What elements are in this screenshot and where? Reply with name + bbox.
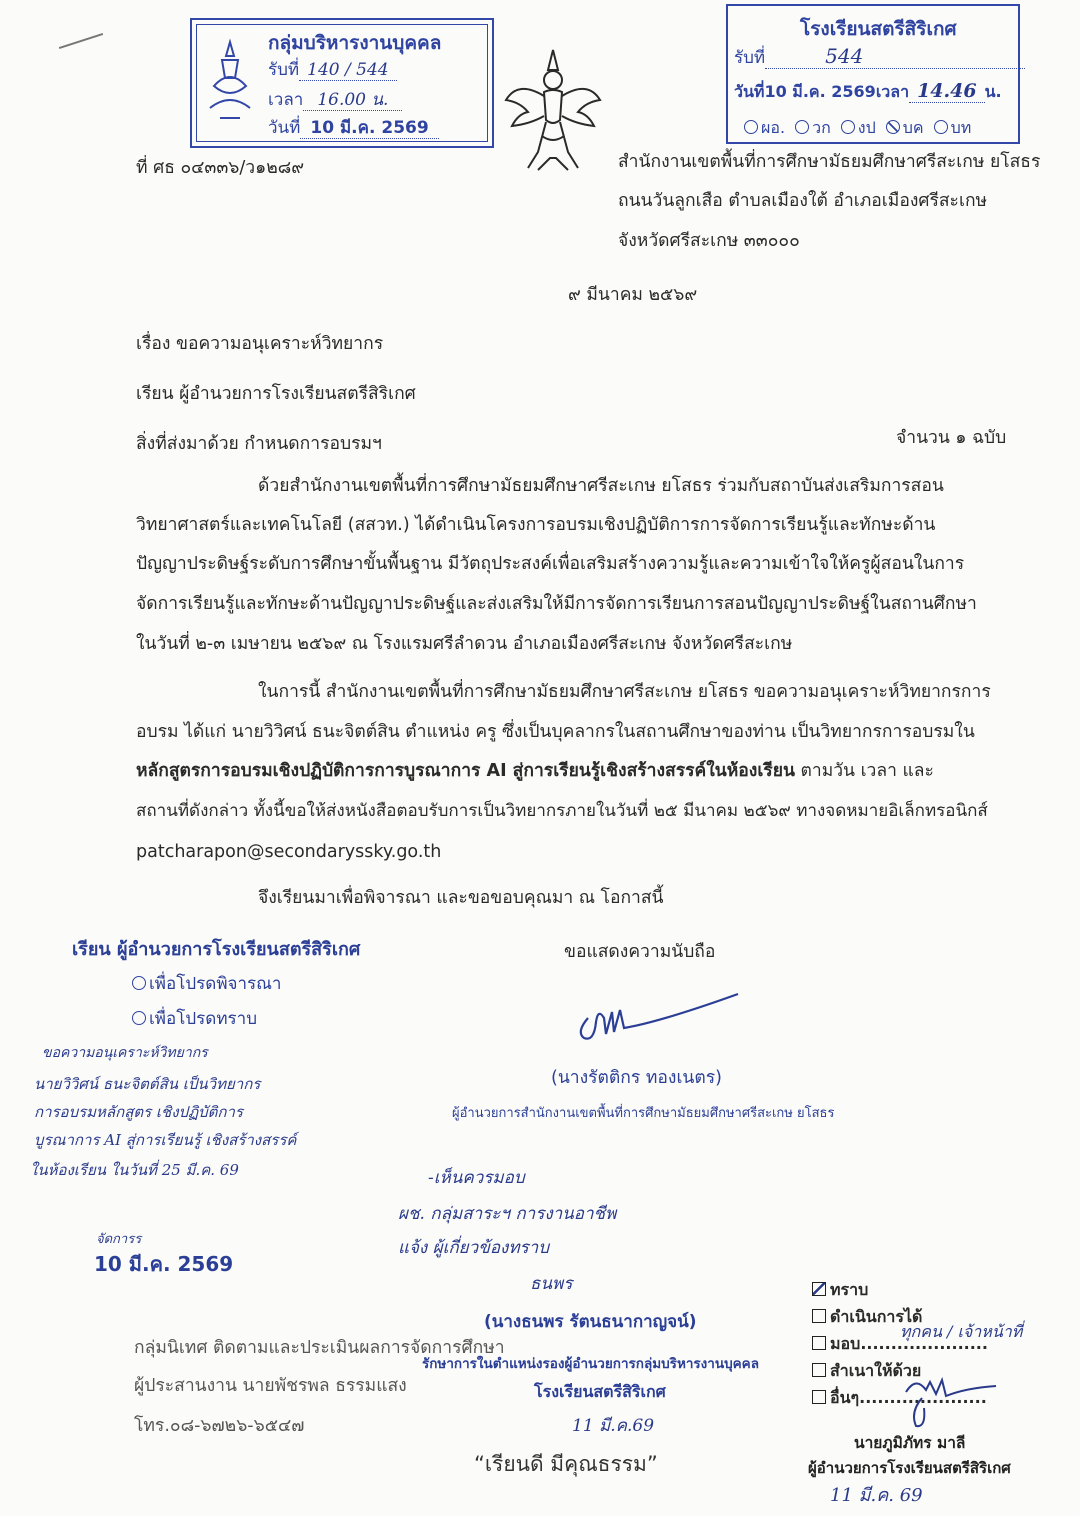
body-p2-line-3-rest: ตามวัน เวลา และ xyxy=(794,761,934,781)
school-stamp-no-row xyxy=(734,44,1014,71)
routing-option-acknowledge xyxy=(132,1005,257,1032)
footer-coordinator: ผู้ประสานงาน นายพัชรพล ธรรมแสง xyxy=(134,1376,407,1396)
director-checklist-label: ดำเนินการได้ xyxy=(830,1307,923,1326)
contact-email: patcharapon@secondaryssky.go.th xyxy=(136,842,442,862)
school-stamp-option xyxy=(886,118,924,137)
course-title: หลักสูตรการอบรมเชิงปฏิบัติการการบูรณาการ AI สู่การเรียนรู้เชิงสร้างสรรค์ในห้องเรียน xyxy=(136,761,795,781)
hr-deputy-name: (นางธนพร รัตนธนากาญจน์) xyxy=(484,1312,697,1332)
signature-director-icon xyxy=(896,1372,1006,1432)
director-checklist-label: อื่นๆ..................... xyxy=(830,1388,987,1407)
checkbox-icon xyxy=(812,1363,826,1377)
school-stamp-time-unit: น. xyxy=(984,82,1002,101)
routing-option-consider-label: เพื่อโปรดพิจารณา xyxy=(149,974,282,994)
school-stamp-option xyxy=(934,118,972,137)
hr-note-line-1: -เห็นควรมอบ xyxy=(428,1168,525,1188)
routing-option-acknowledge-label: เพื่อโปรดทราบ xyxy=(149,1009,257,1029)
school-receive-stamp xyxy=(726,4,1020,144)
body-p2-line-1: ในการนี้ สำนักงานเขตพื้นที่การศึกษามัธยมศึกษาศรีสะเกษ ยโสธร ขอความอนุเคราะห์วิทยากรการ xyxy=(258,682,991,702)
hr-stamp-date: 10 มี.ค. 2569 xyxy=(300,118,438,139)
closing-line: จึงเรียนมาเพื่อพิจารณา และขอขอบคุณมา ณ โอกาสนี้ xyxy=(258,888,664,908)
body-p2-line-3 xyxy=(136,759,934,783)
school-stamp-date: 10 มี.ค. 2569 xyxy=(764,82,876,101)
salutation: ขอแสดงความนับถือ xyxy=(564,942,716,962)
option-circle-icon xyxy=(841,120,855,134)
body-p1-line-2: วิทยาศาสตร์และเทคโนโลยี (สสวท.) ได้ดำเนินโครงการอบรมเชิงปฏิบัติการการจัดการเรียนรู้และทักษะด้าน xyxy=(136,515,936,535)
hr-stamp-date-label: วันที่ xyxy=(268,118,301,138)
school-stamp-option-label: งป xyxy=(857,118,876,137)
hr-stamp-time-label: เวลา xyxy=(268,90,304,110)
option-circle-icon xyxy=(795,120,809,134)
sender-address-line-3: จังหวัดศรีสะเกษ ๓๓๐๐๐ xyxy=(618,231,800,251)
footer-phone: โทร.๐๘-๖๗๒๖-๖๕๔๗ xyxy=(134,1416,305,1436)
hr-stamp-time: 16.00 น. xyxy=(303,90,402,111)
hr-stamp-office: กลุ่มบริหารงานบุคคล xyxy=(268,32,442,54)
body-p2-line-4: สถานที่ดังกล่าว ทั้งนี้ขอให้ส่งหนังสือตอบรับการเป็นวิทยากรภายในวันที่ ๒๕ มีนาคม ๒๕๖๙ ทางจดหมายอิเล็กทรอนิกส์ xyxy=(136,801,988,821)
signature-ratikorn-icon xyxy=(570,988,740,1050)
body-p1-line-4: จัดการเรียนรู้และทักษะด้านปัญญาประดิษฐ์และส่งเสริมให้มีการจัดการเรียนการสอนปัญญาประดิษฐ์ในสถานศึกษา xyxy=(136,594,977,614)
director-assign-hand: ทุกคน / เจ้าหน้าที่ xyxy=(900,1322,1023,1341)
garuda-emblem-icon xyxy=(498,40,608,180)
hr-stamp-no: 140 / 544 xyxy=(299,60,396,81)
hr-note-line-3: แจ้ง ผู้เกี่ยวข้องทราบ xyxy=(398,1238,549,1258)
school-stamp-time-label: เวลา xyxy=(875,82,910,101)
handnote-line-1: ขอความอนุเคราะห์วิทยากร xyxy=(42,1045,208,1061)
hr-note-signature: ธนพร xyxy=(530,1274,573,1294)
school-stamp-time: 14.46 xyxy=(909,80,985,103)
hr-stamp-no-label: รับที่ xyxy=(268,60,300,80)
school-stamp-name: โรงเรียนสตรีสิริเกศ xyxy=(800,18,957,40)
option-circle-icon xyxy=(934,120,948,134)
school-stamp-option-label: ผอ. xyxy=(761,118,786,137)
body-p1-line-1: ด้วยสำนักงานเขตพื้นที่การศึกษามัธยมศึกษาศรีสะเกษ ยโสธร ร่วมกับสถาบันส่งเสริมการสอน xyxy=(258,476,944,496)
footer-department: กลุ่มนิเทศ ติดตามและประเมินผลการจัดการศึกษา xyxy=(134,1338,505,1358)
subject-line: เรื่อง ขอความอนุเคราะห์วิทยากร xyxy=(136,334,384,354)
handnote-line-3: การอบรมหลักสูตร เชิงปฏิบัติการ xyxy=(34,1103,243,1121)
handnote-line-2: นายวิวิศน์ ธนะจิตต์สิน เป็นวิทยากร xyxy=(34,1075,261,1093)
hr-note-line-2: ผช. กลุ่มสาระฯ การงานอาชีพ xyxy=(398,1204,617,1224)
hr-stamp-time-row xyxy=(268,86,402,113)
enclosure-line: สิ่งที่ส่งมาด้วย กำหนดการอบรมฯ xyxy=(136,434,382,454)
school-stamp-no-label: รับที่ xyxy=(734,48,766,68)
school-stamp-option xyxy=(744,118,785,137)
body-p1-line-3: ปัญญาประดิษฐ์ระดับการศึกษาขั้นพื้นฐาน มีวัตถุประสงค์เพื่อเสริมสร้างความรู้และความเข้าใจให้ครูผู้สอนในการ xyxy=(136,554,965,574)
enclosure-copies: จำนวน ๑ ฉบับ xyxy=(896,428,1007,448)
school-stamp-date-label: วันที่ xyxy=(734,82,765,101)
school-stamp-date-row xyxy=(734,80,1002,105)
hr-deputy-title: รักษาการในตำแหน่งรองผู้อำนวยการกลุ่มบริหารงานบุคคล xyxy=(422,1356,759,1372)
director-title: ผู้อำนวยการโรงเรียนสตรีสิริเกศ xyxy=(808,1459,1011,1477)
sender-address-line-1: สำนักงานเขตพื้นที่การศึกษามัธยมศึกษาศรีสะเกษ ยโสธร xyxy=(618,152,1041,172)
handnote-line-5: ในห้องเรียน ในวันที่ 25 มี.ค. 69 xyxy=(30,1161,239,1179)
checkbox-icon xyxy=(812,1282,826,1296)
director-checklist-label: สำเนาให้ด้วย xyxy=(830,1361,922,1380)
body-p2-line-2: อบรม ได้แก่ นายวิวิศน์ ธนะจิตต์สิน ตำแหน่ง ครู ซึ่งเป็นบุคลากรในสถานศึกษาของท่าน เป็นวิทยากรการอบรมใน xyxy=(136,722,975,742)
director-checklist-item xyxy=(812,1276,988,1303)
hr-deputy-date: 11 มี.ค.69 xyxy=(572,1416,655,1436)
routing-to: เรียน ผู้อำนวยการโรงเรียนสตรีสิริเกศ xyxy=(72,939,361,960)
school-stamp-no: 544 xyxy=(765,44,1025,69)
option-circle-icon xyxy=(886,120,900,134)
officer-label: จัดการร xyxy=(96,1232,142,1247)
school-stamp-option xyxy=(795,118,831,137)
letter-date: ๙ มีนาคม ๒๕๖๙ xyxy=(568,285,698,305)
checkbox-icon xyxy=(812,1336,826,1350)
checkbox-icon xyxy=(812,1309,826,1323)
option-circle-icon xyxy=(744,120,758,134)
recipient-line: เรียน ผู้อำนวยการโรงเรียนสตรีสิริเกศ xyxy=(136,384,416,404)
hr-deputy-school: โรงเรียนสตรีสิริเกศ xyxy=(534,1382,666,1401)
checkbox-icon xyxy=(812,1390,826,1404)
hr-receive-stamp xyxy=(190,18,494,148)
officer-date: 10 มี.ค. 2569 xyxy=(94,1252,234,1276)
emblem-icon xyxy=(204,38,256,128)
signatory-name: (นางรัตติกร ทองเนตร) xyxy=(551,1068,722,1088)
school-stamp-option xyxy=(841,118,876,137)
school-stamp-options xyxy=(744,116,981,141)
pen-mark xyxy=(59,33,103,49)
sender-address-line-2: ถนนวันลูกเสือ ตำบลเมืองใต้ อำเภอเมืองศรีสะเกษ xyxy=(618,191,988,211)
school-stamp-option-label: บท xyxy=(950,118,972,137)
director-date-hand: 11 มี.ค. 69 xyxy=(830,1485,923,1506)
school-stamp-option-label: บค xyxy=(902,118,924,137)
radio-circle-icon xyxy=(132,1011,146,1025)
handnote-line-4: บูรณาการ AI สู่การเรียนรู้ เชิงสร้างสรรค์ xyxy=(34,1131,297,1149)
document-number: ที่ ศธ ๐๔๓๓๖/ว๑๒๘๙ xyxy=(136,158,305,178)
signatory-title: ผู้อำนวยการสำนักงานเขตพื้นที่การศึกษามัธยมศึกษาศรีสะเกษ ยโสธร xyxy=(452,1106,835,1121)
footer-motto: “เรียนดี มีคุณธรรม” xyxy=(474,1452,658,1476)
director-checklist-label: ทราบ xyxy=(830,1280,869,1299)
hr-stamp-no-row xyxy=(268,56,397,83)
radio-circle-icon xyxy=(132,976,146,990)
director-checklist-label: มอบ..................... xyxy=(830,1334,988,1353)
director-name: นายภูมิภัทร มาลี xyxy=(854,1434,966,1452)
routing-option-consider xyxy=(132,970,281,997)
body-p1-line-5: ในวันที่ ๒-๓ เมษายน ๒๕๖๙ ณ โรงแรมศรีลำดวน อำเภอเมืองศรีสะเกษ จังหวัดศรีสะเกษ xyxy=(136,634,793,654)
hr-stamp-date-row xyxy=(268,114,439,141)
school-stamp-option-label: วก xyxy=(812,118,831,137)
